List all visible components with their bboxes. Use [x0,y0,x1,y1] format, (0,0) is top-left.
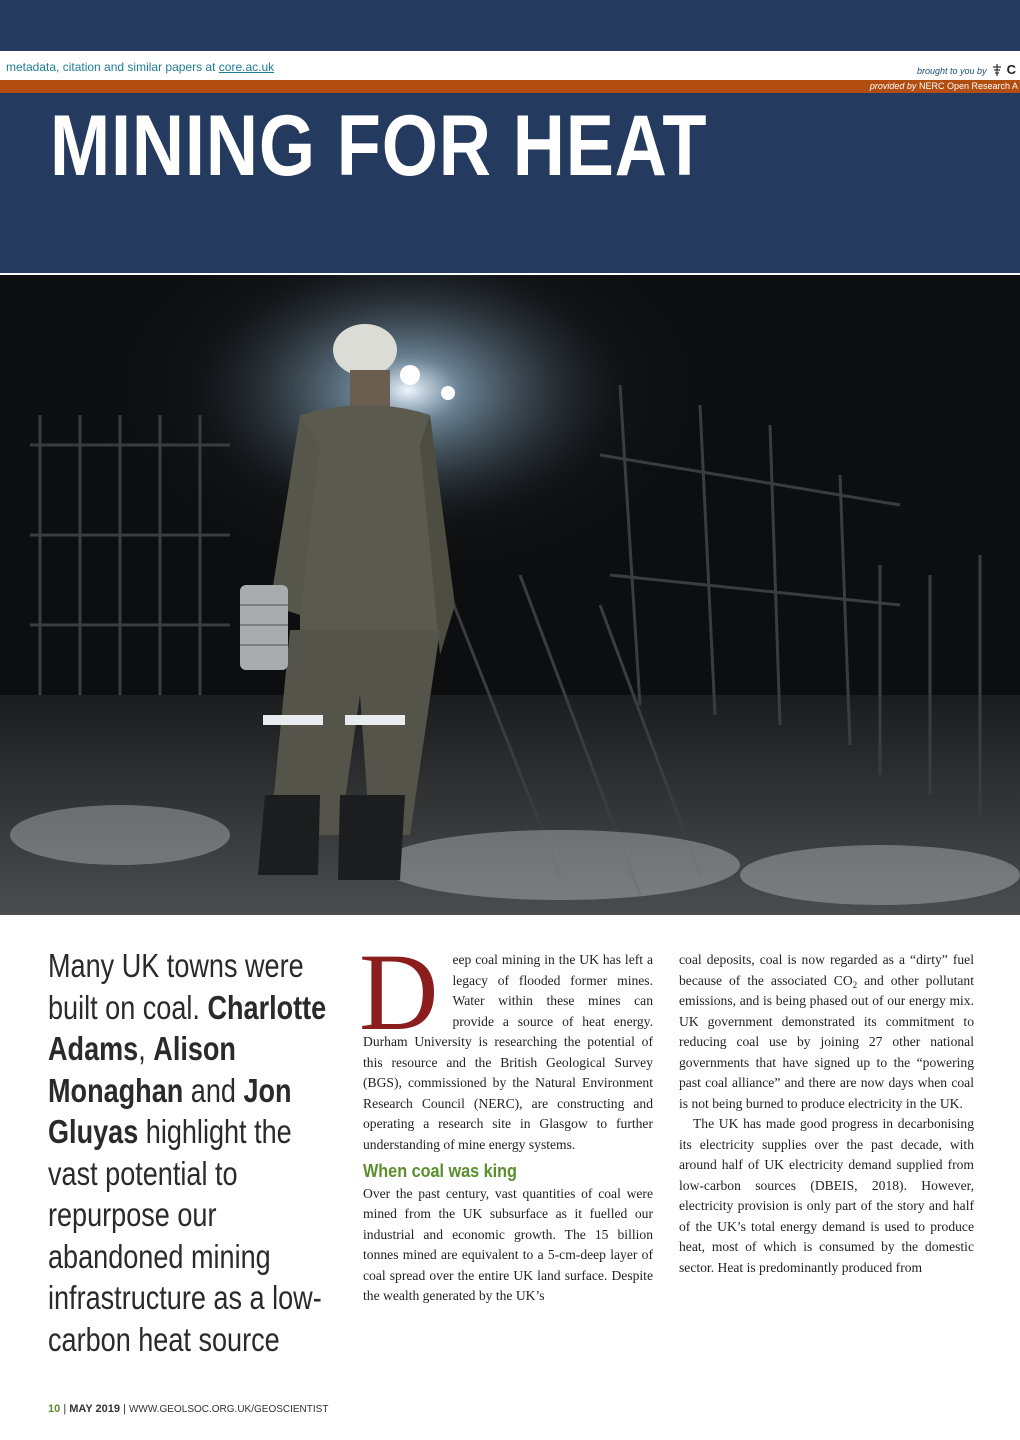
footer-url: WWW.GEOLSOC.ORG.UK/GEOSCIENTIST [128,1404,329,1415]
core-logo-letter: C [1006,62,1016,77]
page-number: 10 [48,1403,61,1415]
drop-cap: D [359,931,439,1053]
author-charlotte-adams: Charlotte Adams [48,988,327,1067]
standfirst: Many UK towns were built on coal. Charlotte Adams, Alison Monaghan and Jon Gluyas highlight the vast potential to repurpose our abandoned mining infrastructure as a low-carbon heat source [48,947,327,1358]
core-metadata-text: metadata, citation and similar papers at core.ac.uk [6,60,275,74]
body-paragraph: Over the past century, vast quantities of coal were mined from the UK subsurface as it fuelled our industrial and economic growth. The 15 billion tonnes mined are equivalent to a 5-cm-deep layer of coal spread over the entire UK land surface. Despite the wealth generated by the UK’s [363,1185,653,1303]
coal-mine-photo [0,275,1020,915]
article-column-middle [359,931,653,1307]
top-header-bar [0,0,1020,51]
provider-name: NERC Open Research A [918,81,1018,91]
standfirst-intro: Many UK towns were built on coal. [48,947,304,1026]
article-column-right [679,950,974,1278]
body-paragraph: coal deposits, coal is now regarded as a “dirty” fuel because of the associated $CO_2$ and other pollutant emissions, and is being phased out of our energy mix. UK government demonstrated its commitment to reducing coal use by joining 27 other national governments that have signed up to the “powering past coal alliance” and there are now days when coal is not being burned to produce electricity in the UK. [679,952,974,1111]
core-logo-icon [992,64,1002,76]
provider-bar: provided by NERC Open Research A [0,80,1020,93]
standfirst-summary: highlight the vast potential to repurpose our abandoned mining infrastructure as a low-carbon heat source [48,1113,322,1358]
miner-photo-icon [0,275,1020,915]
core-banner [0,51,1020,80]
page-title: MINING FOR HEAT [50,98,708,194]
issue-date: MAY 2019 [69,1403,120,1415]
section-heading: When coal was king [363,1161,517,1181]
brought-to-you: brought to you by C [917,62,1016,77]
author-jon-gluyas: Jon Gluyas [48,1071,292,1150]
intro-paragraph: eep coal mining in the UK has left a legacy of flooded former mines. Water within these mines can provide a source of heat energy. Durham University is researching the potential of this resource and the British Geological Survey (BGS), commissioned by the Natural Environment Research Council (NERC), are constructing and operating a research site in Glasgow to further understanding of mine energy systems. [363,952,653,1152]
body-paragraph: The UK has made good progress in decarbonising its electricity supplies over the past decade, with around half of UK electricity demand supplied from low-carbon sources (DBEIS, 2018). However, electricity provision is only part of the story and half of the UK’s total energy demand is used to produce heat, most of which is consumed by the domestic sector. Heat is predominantly produced from [679,1116,974,1275]
author-alison-monaghan: Alison Monaghan [48,1030,236,1109]
core-link[interactable]: core.ac.uk [218,60,275,74]
page-footer: 10 | MAY 2019 | WWW.GEOLSOC.ORG.UK/GEOSCIENTIST [48,1403,329,1415]
